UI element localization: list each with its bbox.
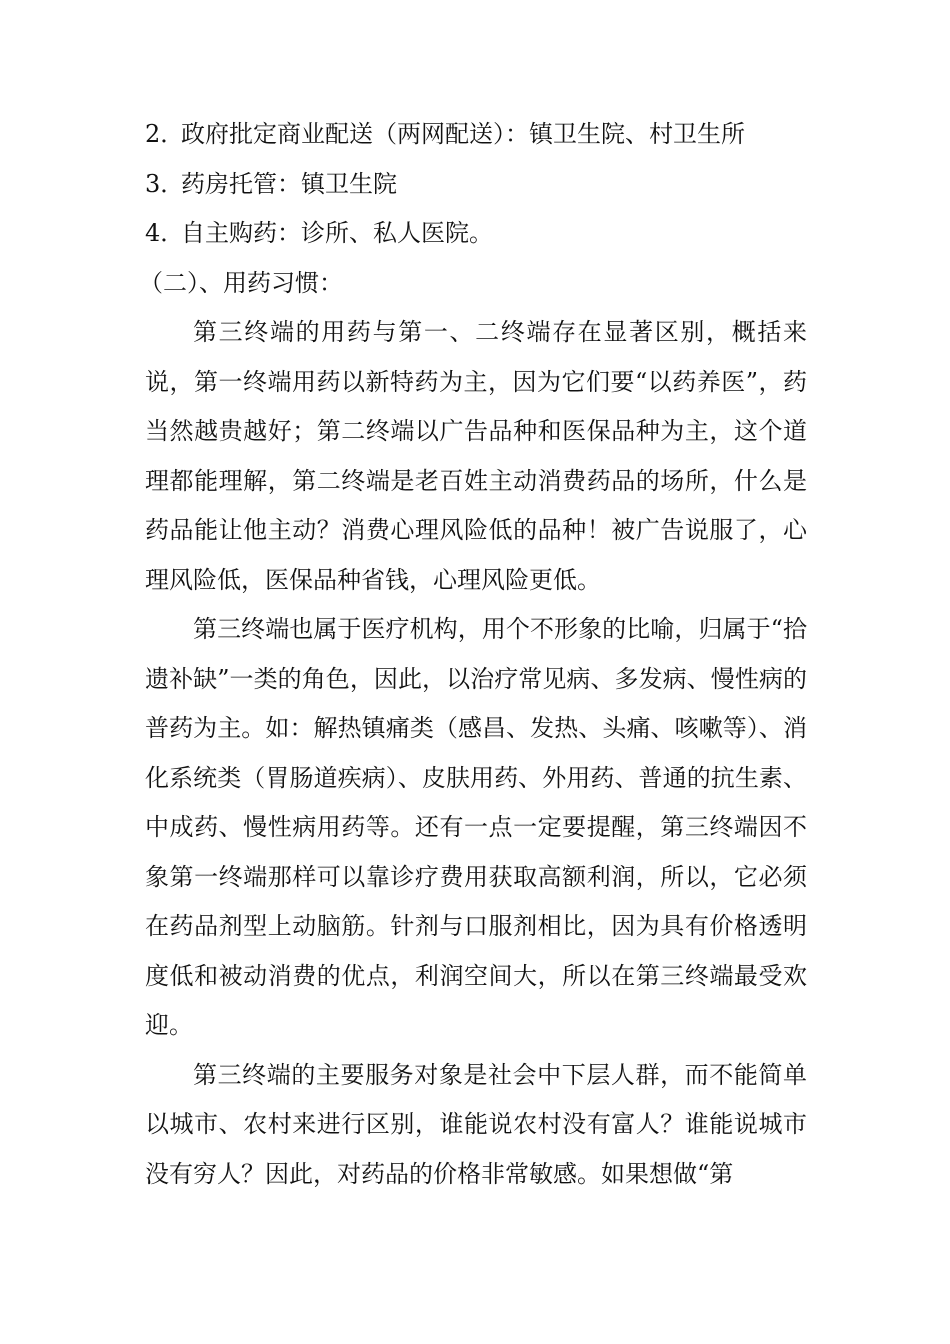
paragraph-3: 第三终端的主要服务对象是社会中下层人群，而不能简单以城市、农村来进行区别，谁能说农村没有富人？谁能说城市没有穷人？因此，对药品的价格非常敏感。如果想做“第 [145, 1060, 807, 1188]
document-body [139, 110, 807, 1199]
list-item-text: 政府批定商业配送（两网配送）：镇卫生院、村卫生所 [181, 120, 745, 148]
paragraph-2: 第三终端也属于医疗机构，用个不形象的比喻，归属于“拾遗补缺”一类的角色，因此，以治疗常见病、多发病、慢性病的普药为主。如：解热镇痛类（感昌、发热、头痛、咳嗽等）、消化系统类（胃肠道疾病）、皮肤用药、外用药、普通的抗生素、中成药、慢性病用药等。还有一点一定要提醒，第三终端因不象第一终端那样可以靠诊疗费用获取高额利润，所以，它必须在药品剂型上动脑筋。针剂与口服剂相比，因为具有价格透明度低和被动消费的优点，利润空间大，所以在第三终端最受欢迎。 [145, 615, 807, 1039]
list-item-number: 3． [145, 169, 185, 198]
list-item-number: 2． [145, 120, 185, 148]
section-subheading: （二）、用药习惯： [139, 268, 343, 297]
paragraph-1: 第三终端的用药与第一、二终端存在显著区别，概括来说，第一终端用药以新特药为主，因为它们要“以药养医”，药当然越贵越好；第二终端以广告品种和医保品种为主，这个道理都能理解，第二终端是老百姓主动消费药品的场所，什么是药品能让他主动？消费心理风险低的品种！被广告说服了，心理风险低，医保品种省钱，心理风险更低。 [145, 318, 807, 594]
list-item-text: 药房托管：镇卫生院 [181, 169, 397, 198]
list-item-number: 4． [145, 219, 185, 247]
list-item-2 [145, 110, 807, 160]
list-item-text: 自主购药：诊所、私人医院。 [181, 219, 493, 247]
list-item-3 [145, 160, 807, 210]
list-item-4 [145, 209, 807, 259]
